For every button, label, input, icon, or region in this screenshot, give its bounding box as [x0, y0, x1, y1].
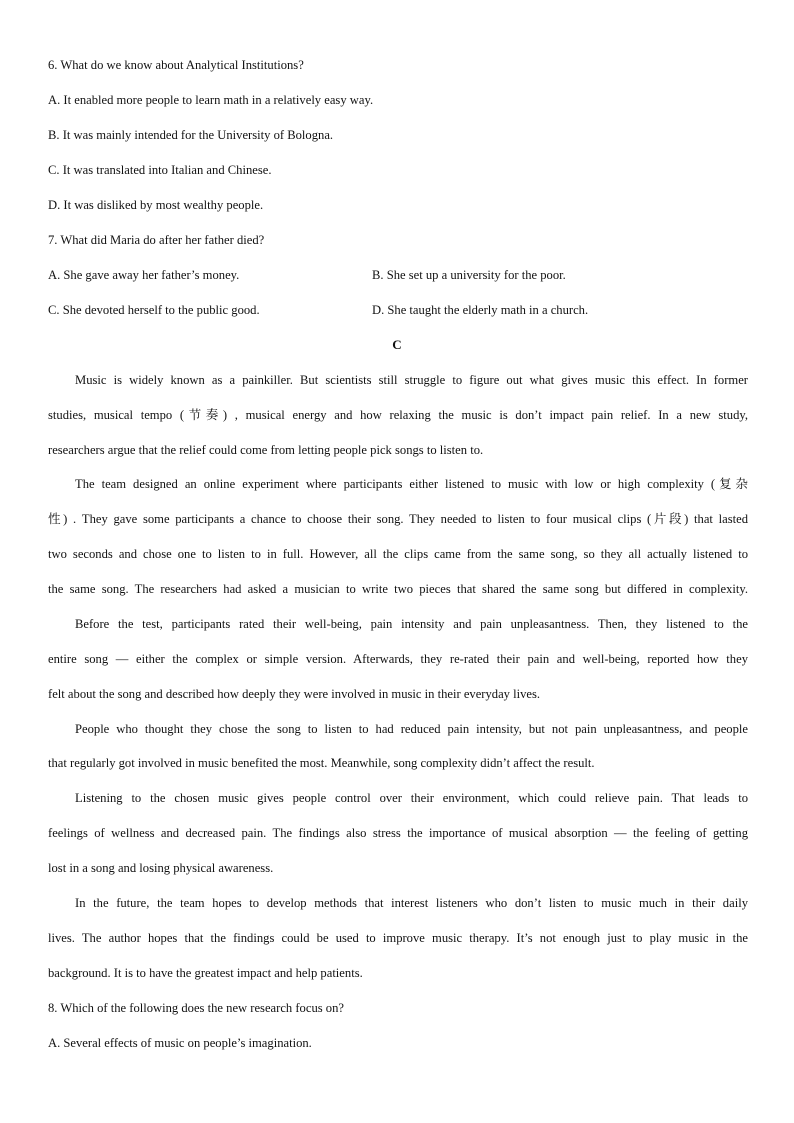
passage-line: In the future, the team hopes to develop methods that interest listeners who don’t listen to music much in their daily	[75, 896, 748, 910]
question-7-stem: 7. What did Maria do after her father died?	[48, 233, 265, 247]
passage-line: background. It is to have the greatest impact and help patients.	[48, 966, 363, 980]
passage-line: two seconds and chose one to listen to in full. However, all the clips came from the same song, so they all actually listened to	[48, 547, 748, 561]
question-7-option-c: C. She devoted herself to the public good.	[48, 303, 260, 317]
passage-line: studies, musical tempo (节奏) , musical energy and how relaxing the music is don’t impact pain relief. In a new study,	[48, 408, 748, 422]
question-6-stem: 6. What do we know about Analytical Institutions?	[48, 58, 304, 72]
question-6-option-c: C. It was translated into Italian and Chinese.	[48, 163, 272, 177]
passage-line: 性) . They gave some participants a chance to choose their song. They needed to listen to four musical clips (片段) that lasted	[48, 512, 748, 526]
question-8-stem: 8. Which of the following does the new research focus on?	[48, 1001, 344, 1015]
question-7-option-a: A. She gave away her father’s money.	[48, 268, 240, 282]
passage-line: The team designed an online experiment where participants either listened to music with low or high complexity (复杂	[75, 477, 748, 491]
passage-line: feelings of wellness and decreased pain. The findings also stress the importance of musical absorption — the feeling of getting	[48, 826, 748, 840]
passage-line: that regularly got involved in music benefited the most. Meanwhile, song complexity didn’t affect the result.	[48, 756, 595, 770]
question-7-option-d: D. She taught the elderly math in a church.	[372, 303, 589, 317]
passage-line: entire song — either the complex or simple version. Afterwards, they re-rated their pain and well-being, reported how they	[48, 652, 748, 666]
question-6-option-b: B. It was mainly intended for the University of Bologna.	[48, 128, 334, 142]
passage-line: researchers argue that the relief could come from letting people pick songs to listen to.	[48, 443, 484, 457]
passage-line: Listening to the chosen music gives people control over their environment, which could relieve pain. That leads to	[75, 791, 748, 805]
passage-line: People who thought they chose the song to listen to had reduced pain intensity, but not pain unpleasantness, and people	[75, 722, 748, 736]
passage-line: lost in a song and losing physical awareness.	[48, 861, 274, 875]
question-8-option-a: A. Several effects of music on people’s imagination.	[48, 1036, 312, 1050]
passage-line: Before the test, participants rated their well-being, pain intensity and pain unpleasantness. Then, they listened to the	[75, 617, 748, 631]
passage-line: lives. The author hopes that the findings could be used to improve music therapy. It’s not enough just to play music in the	[48, 931, 748, 945]
passage-line: the same song. The researchers had asked a musician to write two pieces that shared the same song but differed in complexity.	[48, 582, 748, 596]
question-6-option-d: D. It was disliked by most wealthy people.	[48, 198, 264, 212]
section-heading: C	[392, 337, 402, 352]
passage-line: felt about the song and described how deeply they were involved in music in their everyday lives.	[48, 687, 541, 701]
question-7-option-b: B. She set up a university for the poor.	[372, 268, 566, 282]
passage-line: Music is widely known as a painkiller. But scientists still struggle to figure out what gives music this effect. In former	[75, 373, 748, 387]
question-6-option-a: A. It enabled more people to learn math in a relatively easy way.	[48, 93, 374, 107]
